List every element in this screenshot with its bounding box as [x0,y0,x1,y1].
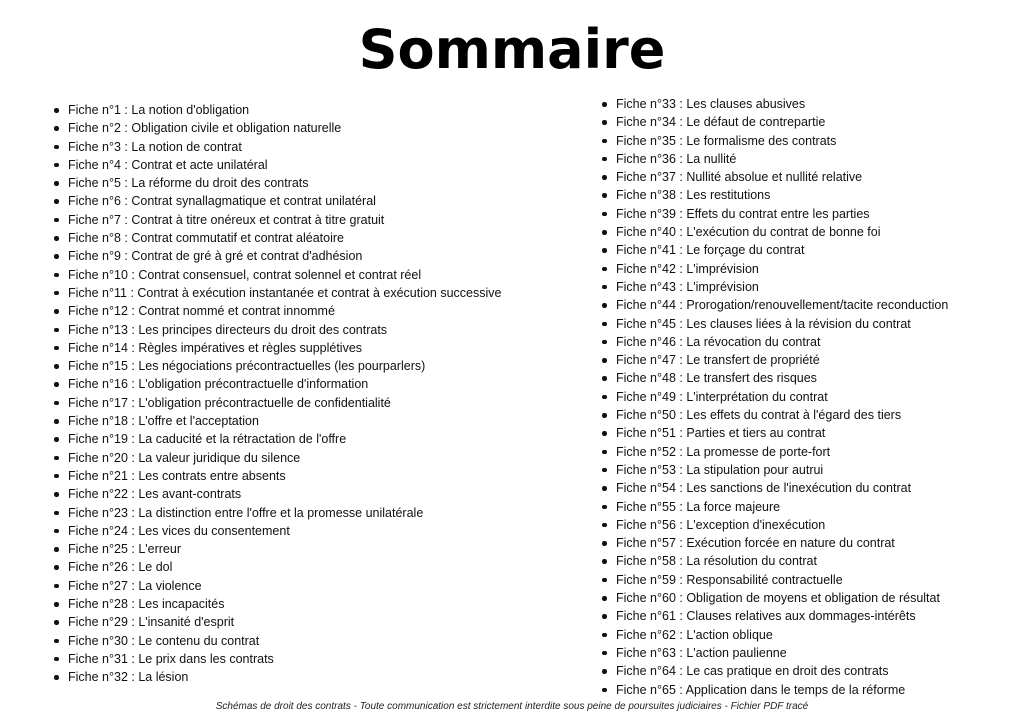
toc-entry: Fiche n°13 : Les principes directeurs du droit des contrats [52,321,502,339]
toc-entry: Fiche n°57 : Exécution forcée en nature du contrat [600,534,948,552]
toc-entry: Fiche n°4 : Contrat et acte unilatéral [52,156,502,174]
toc-entry: Fiche n°58 : La résolution du contrat [600,552,948,570]
toc-entry: Fiche n°42 : L'imprévision [600,260,948,278]
toc-entry: Fiche n°38 : Les restitutions [600,186,948,204]
toc-entry: Fiche n°54 : Les sanctions de l'inexécution du contrat [600,479,948,497]
toc-entry: Fiche n°1 : La notion d'obligation [52,101,502,119]
toc-entry: Fiche n°21 : Les contrats entre absents [52,467,502,485]
toc-entry: Fiche n°59 : Responsabilité contractuelle [600,571,948,589]
toc-entry: Fiche n°17 : L'obligation précontractuelle de confidentialité [52,394,502,412]
toc-entry: Fiche n°30 : Le contenu du contrat [52,632,502,650]
toc-entry: Fiche n°35 : Le formalisme des contrats [600,132,948,150]
toc-entry: Fiche n°28 : Les incapacités [52,595,502,613]
toc-right-column [600,95,948,699]
toc-entry: Fiche n°61 : Clauses relatives aux dommages-intérêts [600,607,948,625]
toc-entry: Fiche n°60 : Obligation de moyens et obligation de résultat [600,589,948,607]
toc-entry: Fiche n°18 : L'offre et l'acceptation [52,412,502,430]
toc-entry: Fiche n°26 : Le dol [52,558,502,576]
toc-entry: Fiche n°16 : L'obligation précontractuelle d'information [52,375,502,393]
toc-entry: Fiche n°8 : Contrat commutatif et contrat aléatoire [52,229,502,247]
toc-entry: Fiche n°25 : L'erreur [52,540,502,558]
toc-entry: Fiche n°40 : L'exécution du contrat de bonne foi [600,223,948,241]
page-title: Sommaire [358,18,666,81]
toc-left-column [52,101,502,687]
toc-entry: Fiche n°44 : Prorogation/renouvellement/tacite reconduction [600,296,948,314]
toc-entry: Fiche n°3 : La notion de contrat [52,138,502,156]
toc-entry: Fiche n°53 : La stipulation pour autrui [600,461,948,479]
toc-entry: Fiche n°62 : L'action oblique [600,626,948,644]
toc-entry: Fiche n°49 : L'interprétation du contrat [600,388,948,406]
toc-entry: Fiche n°14 : Règles impératives et règles supplétives [52,339,502,357]
toc-entry: Fiche n°46 : La révocation du contrat [600,333,948,351]
toc-entry: Fiche n°24 : Les vices du consentement [52,522,502,540]
toc-entry: Fiche n°10 : Contrat consensuel, contrat solennel et contrat réel [52,266,502,284]
toc-entry: Fiche n°11 : Contrat à exécution instantanée et contrat à exécution successive [52,284,502,302]
toc-entry: Fiche n°2 : Obligation civile et obligation naturelle [52,119,502,137]
toc-entry: Fiche n°34 : Le défaut de contrepartie [600,113,948,131]
toc-entry: Fiche n°33 : Les clauses abusives [600,95,948,113]
toc-entry: Fiche n°27 : La violence [52,577,502,595]
toc-entry: Fiche n°36 : La nullité [600,150,948,168]
toc-entry: Fiche n°47 : Le transfert de propriété [600,351,948,369]
toc-entry: Fiche n°20 : La valeur juridique du silence [52,449,502,467]
toc-entry: Fiche n°23 : La distinction entre l'offre et la promesse unilatérale [52,504,502,522]
toc-entry: Fiche n°55 : La force majeure [600,498,948,516]
toc-entry: Fiche n°41 : Le forçage du contrat [600,241,948,259]
toc-entry: Fiche n°48 : Le transfert des risques [600,369,948,387]
toc-entry: Fiche n°64 : Le cas pratique en droit des contrats [600,662,948,680]
toc-entry: Fiche n°7 : Contrat à titre onéreux et contrat à titre gratuit [52,211,502,229]
toc-entry: Fiche n°56 : L'exception d'inexécution [600,516,948,534]
toc-entry: Fiche n°9 : Contrat de gré à gré et contrat d'adhésion [52,247,502,265]
page-footer: Schémas de droit des contrats - Toute communication est strictement interdite sous peine de poursuites judiciaires - Fichier PDF tracé [215,701,809,712]
toc-entry: Fiche n°19 : La caducité et la rétractation de l'offre [52,430,502,448]
toc-entry: Fiche n°32 : La lésion [52,668,502,686]
toc-entry: Fiche n°12 : Contrat nommé et contrat innommé [52,302,502,320]
toc-entry: Fiche n°51 : Parties et tiers au contrat [600,424,948,442]
toc-entry: Fiche n°63 : L'action paulienne [600,644,948,662]
toc-entry: Fiche n°15 : Les négociations précontractuelles (les pourparlers) [52,357,502,375]
toc-entry: Fiche n°65 : Application dans le temps de la réforme [600,681,948,699]
toc-entry: Fiche n°22 : Les avant-contrats [52,485,502,503]
toc-entry: Fiche n°45 : Les clauses liées à la révision du contrat [600,315,948,333]
toc-entry: Fiche n°37 : Nullité absolue et nullité relative [600,168,948,186]
toc-entry: Fiche n°6 : Contrat synallagmatique et contrat unilatéral [52,192,502,210]
toc-entry: Fiche n°39 : Effets du contrat entre les parties [600,205,948,223]
toc-entry: Fiche n°52 : La promesse de porte-fort [600,443,948,461]
toc-entry: Fiche n°29 : L'insanité d'esprit [52,613,502,631]
toc-entry: Fiche n°43 : L'imprévision [600,278,948,296]
toc-entry: Fiche n°31 : Le prix dans les contrats [52,650,502,668]
toc-entry: Fiche n°5 : La réforme du droit des contrats [52,174,502,192]
toc-entry: Fiche n°50 : Les effets du contrat à l'égard des tiers [600,406,948,424]
